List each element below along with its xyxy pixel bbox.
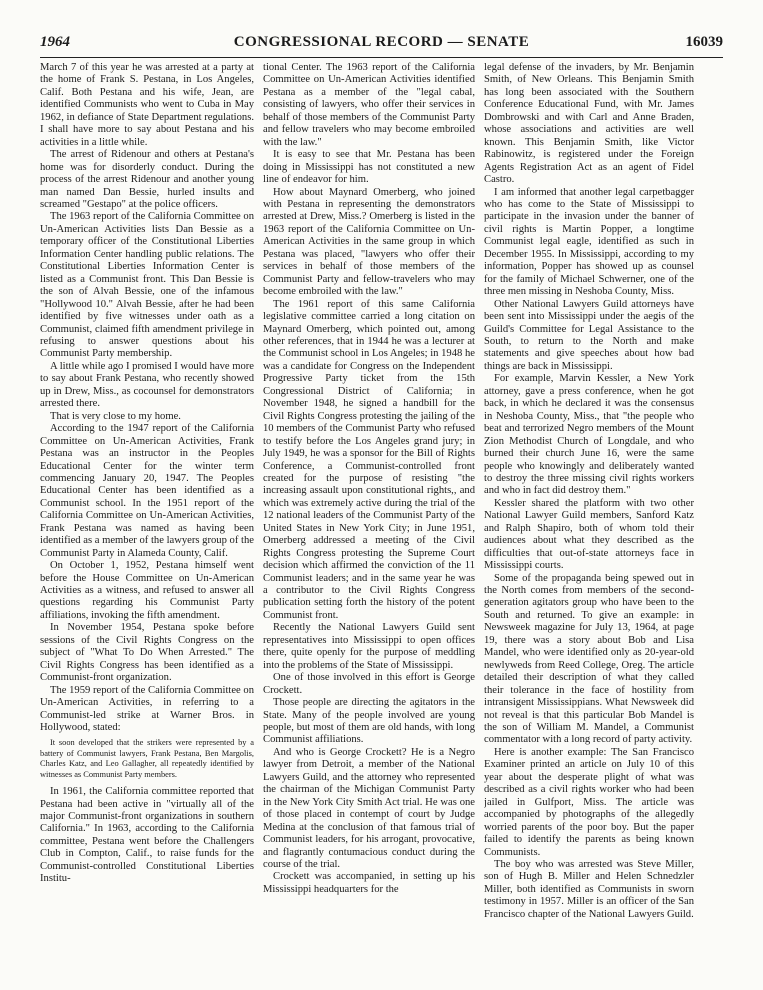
paragraph: The boy who was arrested was Steve Miller, son of Hugh B. Miller and Helen Schnedzler Miller, both identified as Communists in sworn testimony in 1957. Miller is an officer of the San Francisco chapter of the National Lawyers Guild.	[484, 859, 694, 920]
paragraph: The 1961 report of this same California legislative committee carried a long citation on Maynard Omerberg, which pointed out, among other references, that in 1944 he was a lecturer at the Communist school in Los Angeles; in 1948 he was a candidate for Congress on the Independent Progressive Party ticket from the 15th Congressional District of California; in November 1948, he signed a handbill for the Civil Rights Congress protesting the jailing of the 10 members of the Communist Party who refused to testify before the Los Angeles grand jury; in July 1949, he was a sponsor for the Bill of Rights Conference, a Communist-controlled front created for the purpose of resisting "the increasing assault upon constitutional rights,, and which was extremely active during the trial of the 12 national leaders of the Communist Party of the United States in New York City; in June 1951, Omerberg addressed a meeting of the Civil Rights Congress protesting the Supreme Court decision which affirmed the conviction of the 11 Communist leaders; and in the same year he was a contributor to the Civil Rights Congress publication setting forth the history of the potent Communist front.	[263, 298, 475, 621]
block-quote: It soon developed that the strikers were represented by a battery of Communist lawyers, Frank Pestana, Ben Margolis, Charles Katz, and Leo Gallagher, all repeatedly identified by witnesses as Communist Party members.	[40, 738, 254, 779]
header-page-number: 16039	[685, 34, 723, 50]
page-header	[40, 34, 723, 56]
header-title: CONGRESSIONAL RECORD — SENATE	[233, 34, 530, 50]
paragraph: And who is George Crockett? He is a Negro lawyer from Detroit, a member of the National Lawyers Guild, and the attorney who represented the chairman of the Michigan Communist Party in the New York City Smith Act trial. He was one of those placed in contempt of court by Judge Medina at the conclusion of that famous trial of Communist leaders, for his arrogant, provocative, and flagrantly contumacious conduct during the course of the trial.	[263, 746, 475, 870]
paragraph: In November 1954, Pestana spoke before sessions of the Civil Rights Congress on the subject of "What To Do When Arrested." The Civil Rights Congress has been identified as a Communist-front organization.	[40, 622, 254, 684]
paragraph: Crockett was accompanied, in setting up his Mississippi headquarters for the	[263, 871, 475, 895]
paragraph: That is very close to my home.	[50, 410, 181, 422]
paragraph: March 7 of this year he was arrested at a party at the home of Frank S. Pestana, in Los Angeles, Calif. Both Pestana and his wife, Jean, are identified Communists who went to Cuba in May 1962, in defiance of State Department regulations. I shall have more to say about Pestana and his activities in a little while.	[40, 62, 254, 148]
paragraph: legal defense of the invaders, by Mr. Benjamin Smith, of New Orleans. This Benjamin Smith has long been associated with the Southern Conference Educational Fund, with Mr. James Dombrowski and with Carl and Anne Braden, whose associations and activities are well known. This Benjamin Smith, like Victor Rabinowitz, is registered under the Foreign Agents Registration Act as an agent of Fidel Castro.	[484, 62, 694, 186]
paragraph: Here is another example: The San Francisco Examiner printed an article on July 10 of this year about the desperate plight of what was described as a civil rights worker who had been jailed in Gulfport, Miss. The article was accompanied by photographs of the allegedly worried parents of the poor boy. But the paper failed to identify the parents as being known Communists.	[484, 746, 694, 858]
paragraph: tional Center. The 1963 report of the California Committee on Un-American Activities identified Pestana as a member of the "legal cabal, consisting of lawyers, who offer their services in behalf of those members of the Communist Party and fellow travelers who may become embroiled with the law."	[263, 62, 475, 148]
paragraph: How about Maynard Omerberg, who joined with Pestana in representing the demonstrators arrested at Drew, Miss.? Omerberg is listed in the 1963 report of the California Committee on Un-American Activities in the same group in which Pestana was placed, "lawyers who offer their services in behalf of those members of the Communist Party and fellow-travelers who may become embroiled with the law."	[263, 186, 475, 298]
text-column-3	[484, 62, 694, 942]
paragraph: One of those involved in this effort is George Crockett.	[263, 672, 475, 696]
paragraph: Some of the propaganda being spewed out in the North comes from members of the second-generation agitators group who have been to the South and returned. To give an example: in Newsweek magazine for July 13, 1964, at page 19, there was a story about Bob and Lisa Mandel, who were identified only as 20-year-old newlyweds from Reed College, Oreg. The article detailed their description of what they called their tolerance in the face of hostility from intransigent Mississippians. What Newsweek did not reveal is that this particular Bob Mandel is the son of William M. Mandel, a Communist commentator with a long record of party activity.	[484, 572, 694, 746]
header-rule	[40, 57, 723, 58]
paragraph: A little while ago I promised I would have more to say about Frank Pestana, who recently showed up in Drew, Miss., as cocounsel for demonstrators arrested there.	[40, 360, 254, 410]
paragraph: According to the 1947 report of the California Committee on Un-American Activities, Frank Pestana was an instructor in the Peoples Educational Center for the winter term commencing January 20, 1947. The Peoples Educational Center has been identified as a Communist school. In the 1951 report of the California Committee on Un-American Activities, Frank Pestana was named as having been identified as a member of the lawyers group of the Communist Party in Alameda County, Calif.	[40, 423, 254, 559]
paragraph: In 1961, the California committee reported that Pestana had been active in "virtually all of the major Communist-front organizations in southern California." In 1963, according to the California committee, Pestana went before the Challengers Club in Compton, Calif., to raise funds for the Communist-controlled Constitutional Liberties Institu-	[40, 786, 254, 885]
paragraph: Those people are directing the agitators in the State. Many of the people involved are young people, but most of them are old hands, with long Communist affiliations.	[263, 697, 475, 746]
paragraph: Other National Lawyers Guild attorneys have been sent into Mississippi under the aegis of the Guild's Committee for Legal Assistance to the South, to return to the North and make statements and give speeches about how bad things are back in Mississippi.	[484, 298, 694, 372]
header-year: 1964	[40, 34, 70, 50]
paragraph: The arrest of Ridenour and others at Pestana's home was for disorderly conduct. During the process of the arrest Ridenour and another young man named Dan Bessie, hurled insults and screamed "Gestapo" at the police officers.	[40, 149, 254, 210]
paragraph: It is easy to see that Mr. Pestana has been doing in Mississippi has not constituted a new line of endeavor for him.	[263, 149, 475, 186]
paragraph: Recently the National Lawyers Guild sent representatives into Mississippi to open offices there, quite openly for the purpose of meddling into the problems of the State of Mississippi.	[263, 622, 475, 671]
paragraph: The 1959 report of the California Committee on Un-American Activities, in referring to a Communist-led strike at Warner Bros. in Hollywood, stated:	[40, 684, 254, 734]
paragraph: On October 1, 1952, Pestana himself went before the House Committee on Un-American Activities as a witness, and refused to answer all questions regarding his Communist Party affiliations, invoking the fifth amendment.	[40, 560, 254, 621]
paragraph: I am informed that another legal carpetbagger who has come to the State of Mississippi to participate in the invasion under the banner of civil rights is Martin Popper, a longtime Communist legal eagle, identified as such in December 1955. In Mississippi, according to my information, Popper has showed up as counsel for the family of Michael Schwerner, one of the three men missing in Neshoba County, Miss.	[484, 186, 694, 298]
paragraph: Kessler shared the platform with two other National Lawyer Guild members, Sanford Katz and Ralph Shapiro, both of whom told their audiences about what they described as the difficulties that out-of-state attorneys face in Mississippi courts.	[484, 497, 694, 572]
text-column-1	[40, 62, 254, 942]
paragraph: The 1963 report of the California Committee on Un-American Activities lists Dan Bessie as a temporary officer of the Constitutional Liberties Information Center handling public relations. The Constitutional Liberties Information Center is listed as a Communist front. This Dan Bessie is the son of Alvah Bessie, one of the infamous "Hollywood 10." Alvah Bessie, after he had been identified by five witnesses under oath as a Communist, claimed fifth amendment privilege in refusing to answer questions about his Communist Party membership.	[40, 211, 254, 360]
paragraph: For example, Marvin Kessler, a New York attorney, gave a press conference, when he got back, in which he declared it was the consensus in Neshoba County, Miss., that "the people who beat and terrorized Negro members of the Mount Zion Methodist Church of Longdale, and who burned their church June 16, were the same people who knowingly and deliberately wanted to destroy the three missing civil rights workers and who in fact did destroy them."	[484, 373, 694, 497]
text-column-2	[263, 62, 475, 942]
